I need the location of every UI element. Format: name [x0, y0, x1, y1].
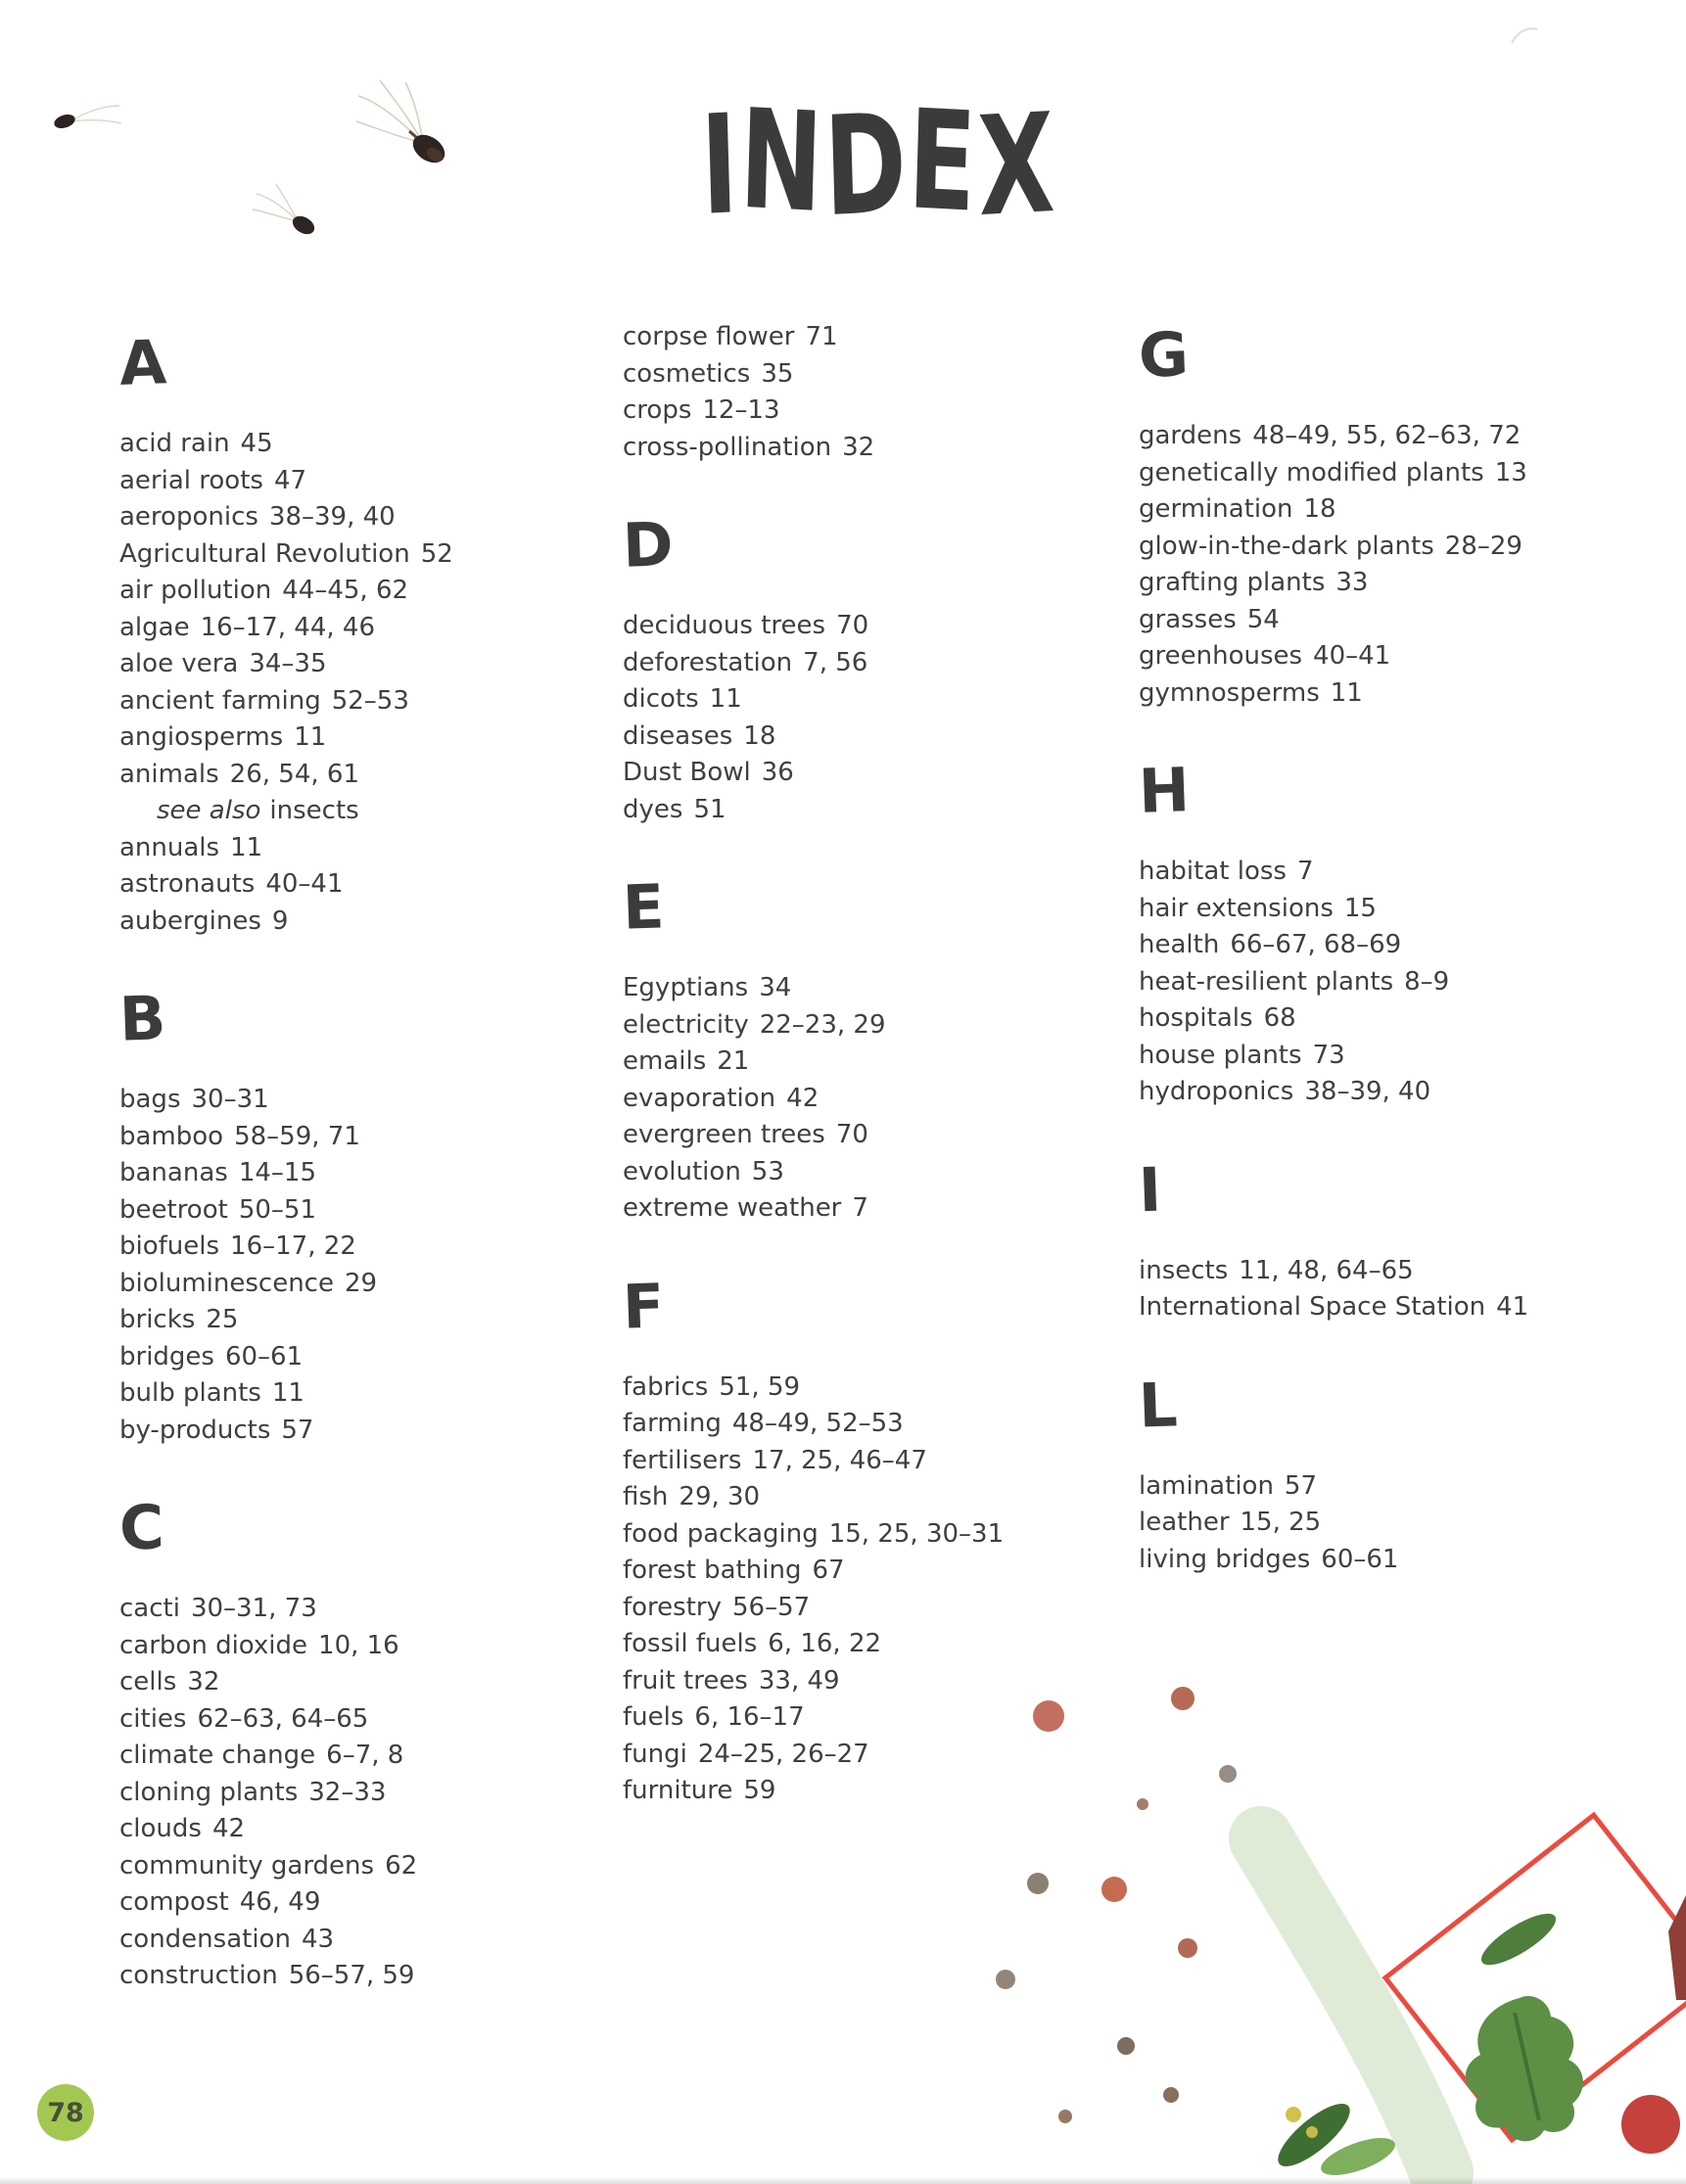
index-entry: [623, 645, 1122, 682]
leaf: [1475, 1905, 1562, 1974]
entry-pages: 7: [852, 1193, 868, 1223]
entry-term: astronauts: [119, 869, 256, 899]
entry-term: ancient farming: [119, 685, 321, 716]
leaf: [1317, 2130, 1400, 2183]
entry-term: beetroot: [119, 1194, 228, 1225]
index-entry: [119, 1775, 599, 1812]
entry-term: condensation: [119, 1924, 291, 1954]
entry-term: fabrics: [623, 1371, 709, 1402]
entry-pages: 32–33: [308, 1777, 387, 1807]
title-letter: E: [906, 80, 981, 244]
entry-term: bulb plants: [119, 1378, 261, 1408]
oak-leaf: [1466, 1996, 1583, 2141]
entry-pages: 18: [743, 720, 776, 751]
entry-pages: 57: [281, 1415, 314, 1445]
entry-pages: 34–35: [249, 649, 327, 678]
index-entry: [119, 573, 599, 610]
entry-pages: 54: [1246, 604, 1280, 634]
entry-pages: 29: [344, 1268, 378, 1298]
index-entry: [623, 393, 1122, 430]
entry-pages: 9: [271, 906, 289, 936]
entry-pages: 53: [751, 1156, 784, 1186]
entry-pages: 6, 16–17: [694, 1702, 805, 1732]
entry-term: deciduous trees: [623, 611, 826, 640]
index-entry: [1139, 675, 1667, 713]
index-entry: [119, 536, 599, 574]
entry-pages: 32: [842, 432, 875, 462]
entry-pages: 67: [812, 1556, 845, 1585]
entry-term: evolution: [623, 1156, 741, 1186]
index-entry: [623, 319, 1122, 356]
index-entry: [1139, 1468, 1667, 1506]
entry-pages: 56–57: [732, 1592, 811, 1622]
entry-pages: 15, 25: [1240, 1508, 1322, 1537]
bud: [1286, 2107, 1301, 2122]
entry-pages: 21: [717, 1046, 750, 1076]
entry-term: heat-resilient plants: [1139, 966, 1394, 997]
section-letter-G: G: [1137, 318, 1191, 392]
entry-pages: 40–41: [265, 869, 344, 899]
entry-term: carbon dioxide: [119, 1630, 308, 1660]
index-entry: [623, 1516, 1122, 1554]
entry-term: fish: [623, 1482, 669, 1511]
entry-pages: 66–67, 68–69: [1230, 930, 1402, 959]
entry-term: construction: [119, 1961, 278, 1990]
entry-pages: 57: [1284, 1470, 1318, 1501]
index-entry: [1139, 565, 1667, 602]
entry-pages: 11: [709, 684, 742, 714]
index-entry: [623, 1479, 1122, 1516]
index-entry: [623, 1406, 1122, 1443]
index-entry: [119, 499, 599, 536]
index-entry: [623, 1663, 1122, 1700]
brush-stroke: [1261, 1838, 1441, 2172]
index-entry: [119, 720, 599, 757]
index-entry: [623, 970, 1122, 1007]
index-entry: [119, 904, 599, 941]
index-entry: [623, 1553, 1122, 1590]
entry-term: leather: [1139, 1508, 1230, 1537]
entry-pages: 51, 59: [719, 1371, 801, 1402]
index-entry: [119, 1413, 599, 1450]
index-entry: [623, 1117, 1122, 1154]
index-entry: [119, 1591, 599, 1628]
index-entry: [623, 755, 1122, 792]
index-entry: [1139, 927, 1667, 964]
index-entry: [623, 1443, 1122, 1480]
entry-term: cells: [119, 1667, 177, 1696]
index-entry: [623, 1699, 1122, 1737]
entry-pages: 34: [759, 973, 792, 1002]
index-entry: [119, 1811, 599, 1848]
index-entry: [119, 1302, 599, 1339]
entry-term: Egyptians: [623, 973, 749, 1002]
entry-pages: 44–45, 62: [282, 576, 409, 605]
index-entry: [623, 1626, 1122, 1663]
entry-term: electricity: [623, 1009, 749, 1040]
entry-term: International Space Station: [1139, 1292, 1486, 1322]
index-entry: [119, 1155, 599, 1192]
entry-term: bricks: [119, 1305, 196, 1334]
entry-term: fossil fuels: [623, 1629, 758, 1658]
entry-pages: 52: [420, 538, 453, 569]
entry-term: glow-in-the-dark plants: [1139, 531, 1434, 561]
index-entry: [119, 683, 599, 720]
index-entry: [119, 646, 599, 683]
entry-term: hair extensions: [1139, 893, 1334, 923]
index-entry: [119, 1375, 599, 1413]
entry-term: grasses: [1139, 604, 1237, 634]
index-crossref: [119, 793, 599, 830]
entry-term: furniture: [623, 1776, 733, 1805]
entry-term: cosmetics: [623, 358, 751, 389]
index-entry: [119, 1664, 599, 1701]
index-entry: [623, 719, 1122, 756]
index-entry: [119, 1229, 599, 1266]
entry-term: corpse flower: [623, 322, 795, 351]
entry-pages: 13: [1494, 457, 1527, 488]
entry-term: animals: [119, 759, 219, 789]
entry-pages: 8–9: [1404, 966, 1450, 997]
entry-term: bags: [119, 1085, 181, 1114]
index-entry: [119, 1701, 599, 1739]
entry-pages: 40–41: [1313, 641, 1391, 671]
index-entry: [119, 1958, 599, 1995]
red-wedge: [1668, 1895, 1686, 2000]
index-entry: [119, 463, 599, 500]
section-letter-I: I: [1137, 1153, 1163, 1226]
index-entry: [1139, 418, 1667, 455]
index-entry: [623, 1081, 1122, 1118]
entry-pages: 12–13: [702, 395, 780, 425]
entry-term: habitat loss: [1139, 857, 1287, 886]
entry-term: annuals: [119, 832, 220, 862]
entry-pages: 50–51: [238, 1194, 316, 1225]
index-entry: [623, 1007, 1122, 1045]
entry-pages: 26, 54, 61: [229, 759, 359, 789]
entry-pages: 46, 49: [239, 1887, 321, 1917]
entry-term: evergreen trees: [623, 1120, 825, 1149]
index-entry: [623, 1737, 1122, 1774]
entry-pages: 36: [761, 758, 794, 787]
index-entry: [623, 608, 1122, 645]
entry-pages: 33, 49: [758, 1665, 840, 1696]
entry-pages: 11: [294, 722, 327, 752]
entry-term: dyes: [623, 794, 683, 824]
index-entry: [1139, 455, 1667, 492]
entry-term: greenhouses: [1139, 641, 1303, 671]
title-letter: D: [822, 83, 912, 249]
berry: [1621, 2095, 1680, 2154]
index-entry: [1139, 964, 1667, 1001]
entry-term: house plants: [1139, 1040, 1302, 1070]
entry-pages: 56–57, 59: [288, 1961, 415, 1990]
entry-pages: 14–15: [238, 1158, 316, 1187]
entry-pages: 15, 25, 30–31: [828, 1518, 1005, 1549]
index-entry: [1139, 1038, 1667, 1075]
dandelion-seed-icon: [345, 72, 492, 190]
index-entry: [119, 866, 599, 904]
section-letter-B: B: [117, 982, 167, 1055]
entry-term: bamboo: [119, 1121, 224, 1151]
index-entry: [623, 1190, 1122, 1228]
index-entry: [1139, 1000, 1667, 1038]
entry-pages: 70: [835, 1120, 868, 1149]
entry-pages: 62: [385, 1850, 418, 1881]
section-letter-D: D: [621, 508, 675, 581]
entry-pages: 33: [1335, 568, 1369, 597]
section-letter-C: C: [117, 1491, 165, 1564]
entry-term: evaporation: [623, 1083, 776, 1113]
entry-pages: 48–49, 52–53: [731, 1409, 904, 1438]
entry-pages: 45: [240, 429, 273, 458]
index-entry: [1139, 491, 1667, 529]
entry-term: genetically modified plants: [1139, 457, 1484, 488]
index-entry: [1139, 891, 1667, 928]
index-column-2: [623, 319, 1122, 1810]
page-number-badge: [37, 2084, 94, 2141]
entry-pages: 10, 16: [318, 1630, 399, 1660]
index-entry: [623, 792, 1122, 829]
index-entry: [119, 1082, 599, 1119]
index-entry: [119, 830, 599, 867]
index-entry: [119, 1119, 599, 1156]
entry-pages: 52–53: [331, 685, 409, 716]
entry-pages: 51: [693, 794, 726, 824]
section-letter-H: H: [1137, 754, 1192, 827]
entry-term: extreme weather: [623, 1193, 842, 1223]
stray-mark: [1508, 22, 1547, 51]
entry-term: forest bathing: [623, 1556, 802, 1585]
entry-pages: 48–49, 55, 62–63, 72: [1252, 421, 1522, 450]
title-letter: N: [737, 79, 827, 245]
index-entry: [1139, 1074, 1667, 1111]
entry-term: food packaging: [623, 1518, 819, 1549]
index-entry: [119, 1922, 599, 1959]
title-letter: I: [698, 85, 742, 247]
index-entry: [1139, 854, 1667, 891]
entry-pages: 42: [786, 1083, 820, 1113]
index-entry: [623, 1590, 1122, 1627]
index-entry: [119, 1628, 599, 1665]
section-letter-E: E: [621, 870, 666, 944]
entry-pages: 28–29: [1444, 531, 1522, 561]
entry-pages: 73: [1312, 1040, 1345, 1070]
section-letter-F: F: [621, 1269, 666, 1343]
bud: [1306, 2126, 1318, 2138]
entry-pages: 18: [1303, 494, 1336, 524]
entry-term: emails: [623, 1046, 707, 1076]
index-entry: [1139, 1505, 1667, 1542]
entry-pages: 38–39, 40: [1304, 1077, 1431, 1106]
entry-term: algae: [119, 612, 190, 642]
entry-term: aerial roots: [119, 465, 263, 495]
entry-term: forestry: [623, 1592, 722, 1622]
page-number: 78: [47, 2097, 84, 2128]
entry-term: fungi: [623, 1739, 687, 1769]
entry-pages: 17, 25, 46–47: [752, 1445, 927, 1475]
entry-pages: 62–63, 64–65: [197, 1703, 369, 1734]
index-entry: [119, 757, 599, 794]
entry-term: fruit trees: [623, 1665, 748, 1696]
entry-term: bridges: [119, 1341, 214, 1371]
entry-term: hydroponics: [1139, 1077, 1294, 1106]
entry-pages: 15: [1343, 893, 1377, 923]
entry-term: community gardens: [119, 1850, 375, 1881]
section-letter-A: A: [117, 326, 168, 399]
entry-pages: 22–23, 29: [759, 1009, 886, 1040]
entry-term: fertilisers: [623, 1445, 742, 1475]
entry-term: cities: [119, 1703, 187, 1734]
entry-pages: 25: [206, 1305, 239, 1334]
entry-pages: 11: [1330, 677, 1363, 708]
entry-pages: 16–17, 22: [230, 1231, 356, 1261]
index-entry: [119, 426, 599, 463]
entry-term: gymnosperms: [1139, 677, 1320, 708]
entry-pages: 11: [230, 832, 263, 862]
index-entry: [119, 1738, 599, 1775]
entry-term: aubergines: [119, 906, 261, 936]
entry-term: cross-pollination: [623, 432, 832, 462]
entry-pages: 6–7, 8: [326, 1741, 404, 1770]
entry-pages: 6, 16, 22: [768, 1629, 882, 1658]
index-entry: [623, 1773, 1122, 1810]
entry-term: compost: [119, 1887, 229, 1917]
index-entry: [1139, 529, 1667, 566]
index-entry: [1139, 1542, 1667, 1579]
leaf: [1269, 2094, 1358, 2176]
entry-term: by-products: [119, 1415, 271, 1445]
entry-term: aloe vera: [119, 649, 239, 678]
index-entry: [119, 610, 599, 647]
entry-pages: 38–39, 40: [268, 502, 396, 532]
entry-pages: 42: [211, 1814, 246, 1843]
crossref-target: insects: [269, 796, 359, 825]
entry-pages: 43: [301, 1924, 335, 1954]
index-entry: [623, 430, 1122, 467]
dandelion-seed-icon: [47, 94, 125, 145]
index-entry: [623, 356, 1122, 394]
entry-term: hospitals: [1139, 1003, 1253, 1033]
entry-term: lamination: [1139, 1470, 1274, 1501]
entry-term: bananas: [119, 1158, 228, 1187]
entry-pages: 30–31: [191, 1085, 269, 1114]
index-entry: [623, 1370, 1122, 1407]
entry-term: biofuels: [119, 1231, 220, 1261]
title-letter: X: [975, 83, 1059, 249]
entry-pages: 11: [271, 1378, 304, 1408]
entry-term: insects: [1139, 1255, 1229, 1285]
entry-pages: 16–17, 44, 46: [200, 612, 375, 642]
entry-term: Agricultural Revolution: [119, 538, 410, 569]
entry-pages: 70: [836, 611, 869, 640]
entry-pages: 60–61: [224, 1341, 304, 1371]
entry-term: climate change: [119, 1741, 316, 1770]
entry-pages: 47: [273, 465, 307, 495]
section-letter-L: L: [1137, 1368, 1179, 1442]
index-entry: [119, 1884, 599, 1922]
entry-pages: 24–25, 26–27: [697, 1739, 869, 1769]
index-entry: [1139, 602, 1667, 639]
entry-term: cacti: [119, 1594, 180, 1623]
entry-pages: 32: [187, 1667, 220, 1696]
entry-term: angiosperms: [119, 722, 284, 752]
entry-term: deforestation: [623, 647, 793, 677]
index-entry: [119, 1339, 599, 1376]
page-edge: [0, 2177, 1686, 2184]
index-entry: [119, 1192, 599, 1230]
index-entry: [119, 1848, 599, 1885]
entry-pages: 11, 48, 64–65: [1239, 1255, 1414, 1285]
entry-term: farming: [623, 1409, 722, 1438]
entry-term: diseases: [623, 720, 733, 751]
entry-pages: 59: [743, 1776, 776, 1805]
entry-pages: 41: [1496, 1292, 1529, 1322]
index-entry: [119, 1266, 599, 1303]
entry-term: clouds: [119, 1814, 202, 1843]
page-title: [698, 79, 1059, 249]
index-column-3: [1137, 318, 1667, 1578]
entry-pages: 35: [761, 358, 794, 389]
entry-pages: 7: [1296, 857, 1314, 886]
entry-term: Dust Bowl: [623, 758, 751, 787]
index-entry: [1139, 638, 1667, 675]
index-entry: [623, 1154, 1122, 1191]
entry-pages: 58–59, 71: [234, 1121, 360, 1151]
index-entry: [1139, 1253, 1667, 1290]
entry-term: fuels: [623, 1702, 684, 1732]
entry-pages: 29, 30: [679, 1482, 761, 1511]
entry-term: bioluminescence: [119, 1268, 334, 1298]
entry-term: cloning plants: [119, 1777, 299, 1807]
entry-pages: 30–31, 73: [190, 1594, 317, 1623]
entry-term: health: [1139, 930, 1220, 959]
entry-pages: 68: [1263, 1003, 1296, 1033]
index-column-1: [117, 326, 599, 1995]
index-entry: [623, 1044, 1122, 1081]
entry-term: living bridges: [1139, 1544, 1311, 1574]
index-entry: [1139, 1289, 1667, 1326]
entry-pages: 71: [805, 322, 838, 351]
index-entry: [623, 681, 1122, 719]
entry-term: air pollution: [119, 576, 272, 605]
entry-pages: 7, 56: [803, 647, 868, 677]
envelope: [1385, 1815, 1686, 2140]
entry-term: gardens: [1139, 421, 1242, 450]
entry-term: acid rain: [119, 429, 230, 458]
entry-term: germination: [1139, 494, 1293, 524]
dandelion-seed-icon: [247, 180, 335, 249]
entry-term: grafting plants: [1139, 568, 1326, 597]
entry-term: crops: [623, 395, 692, 425]
entry-pages: 60–61: [1321, 1544, 1399, 1574]
entry-term: aeroponics: [119, 502, 258, 532]
entry-term: see also: [157, 796, 261, 825]
entry-term: dicots: [623, 684, 699, 714]
